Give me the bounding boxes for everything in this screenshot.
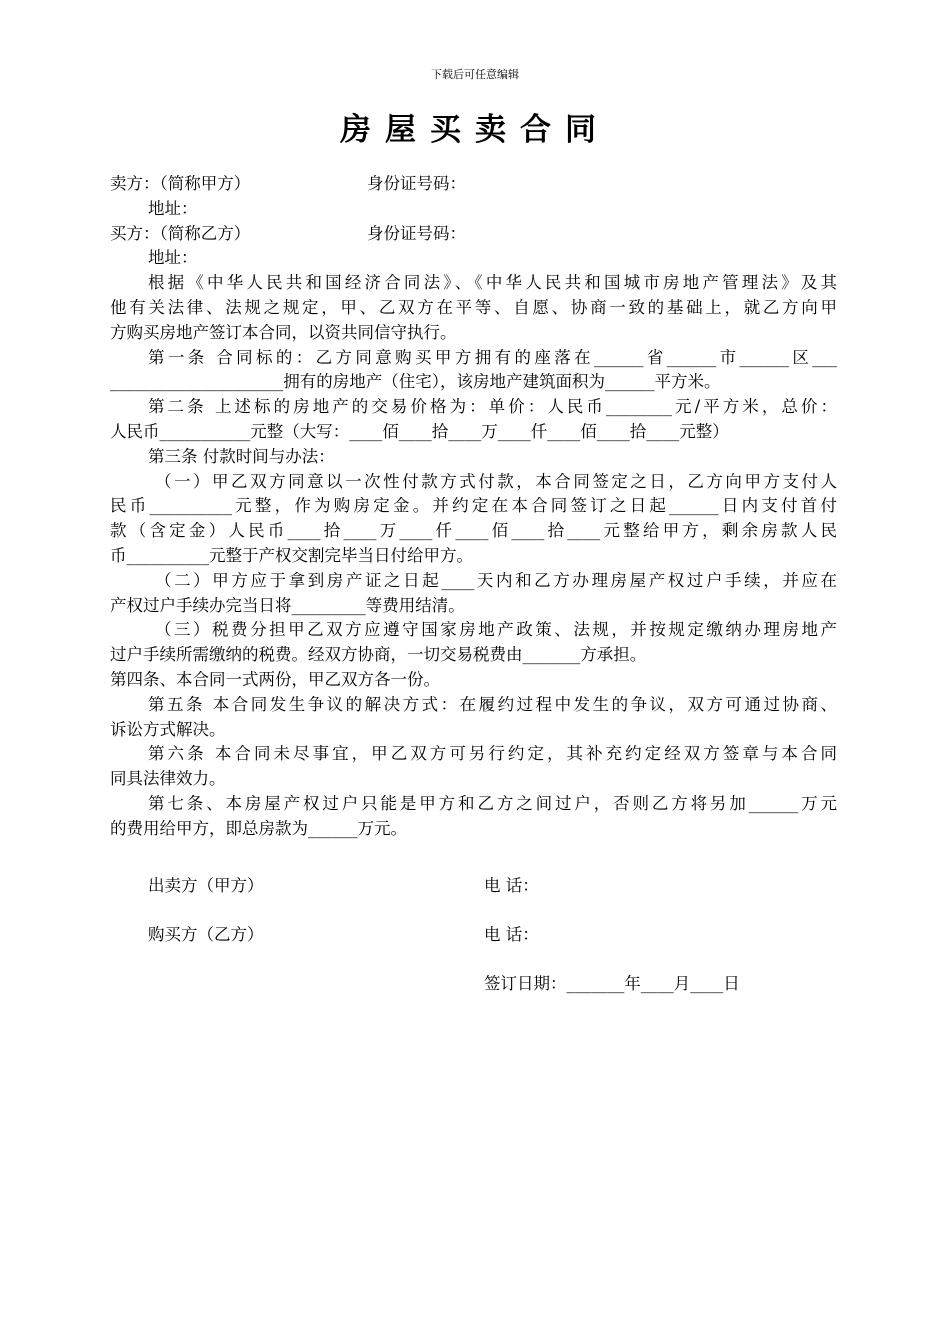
contract-line — [110, 470, 837, 495]
contract-line-text: 款（含定金）人民币____拾____万____仟____佰____拾____元整给甲方，剩余房款人民 — [110, 521, 837, 541]
contract-line — [110, 693, 837, 718]
contract-line-text: 卖方：（简称甲方） — [110, 174, 251, 193]
contract-line-text: 币__________元整于产权交割完毕当日付给甲方。 — [110, 545, 473, 565]
contract-line-text: 的费用给甲方，即总房款为______万元。 — [110, 818, 407, 838]
header-note: 下载后可任意编辑 — [431, 68, 519, 81]
contract-line-text: 第三条 付款时间与办法： — [148, 446, 335, 466]
contract-line-text: 地址： — [148, 198, 198, 218]
contract-line — [110, 817, 837, 842]
sign-date-line: 签订日期：_______年____月____日 — [484, 974, 740, 993]
contract-line — [110, 618, 837, 643]
contract-line — [110, 494, 837, 519]
contract-line-text: 产权过户手续办完当日将_________等费用结清。 — [110, 595, 465, 615]
seller-phone-label: 电 话： — [484, 876, 539, 895]
contract-line — [110, 519, 837, 544]
contract-line — [110, 569, 837, 594]
contract-line — [110, 222, 837, 247]
contract-line — [110, 643, 837, 668]
contract-line-text: 根据《中华人民共和国经济合同法》、《中华人民共和国城市房地产管理法》及其 — [148, 273, 837, 293]
contract-line — [110, 445, 837, 470]
contract-line — [110, 718, 837, 743]
contract-line — [110, 742, 837, 767]
contract-line-text: 第二条 上述标的房地产的交易价格为：单价：人民币________元/平方米，总价： — [148, 397, 837, 417]
contract-line-text: （二）甲方应于拿到房产证之日起____天内和乙方办理房屋产权过户手续，并应在 — [155, 570, 837, 590]
contract-line-text: 方购买房地产签订本合同，以资共同信守执行。 — [110, 322, 457, 342]
contract-line — [110, 792, 837, 817]
id-number-label: 身份证号码： — [367, 223, 466, 243]
contract-line — [110, 370, 837, 395]
contract-line-text: 他有关法律、法规之规定，甲、乙双方在平等、自愿、协商一致的基础上，就乙方向甲 — [110, 297, 837, 317]
buyer-phone-label: 电 话： — [484, 925, 539, 944]
seller-signature-label: 出卖方（甲方） — [148, 876, 264, 895]
contract-body — [110, 172, 837, 842]
contract-line-text: （三）税费分担甲乙双方应遵守国家房地产政策、法规，并按规定缴纳办理房地产 — [155, 620, 837, 640]
contract-line-text: 第四条、本合同一式两份，甲乙双方各一份。 — [110, 669, 440, 689]
contract-line — [110, 767, 837, 792]
contract-line — [110, 197, 837, 222]
contract-line-text: 第五条 本合同发生争议的解决方式：在履约过程中发生的争议，双方可通过协商、 — [148, 694, 837, 714]
contract-line — [110, 271, 837, 296]
contract-line-text: 诉讼方式解决。 — [110, 719, 226, 739]
contract-line — [110, 420, 837, 445]
contract-line-text: _____________________拥有的房地产（住宅），该房地产建筑面积为______平方米。 — [110, 372, 721, 392]
buyer-signature-label: 购买方（乙方） — [148, 925, 264, 944]
contract-line — [110, 346, 837, 371]
contract-line-text: 买方：（简称乙方） — [110, 223, 251, 243]
id-number-label: 身份证号码： — [367, 174, 466, 193]
contract-line — [110, 321, 837, 346]
contract-line — [110, 172, 837, 197]
contract-line — [110, 544, 837, 569]
contract-line — [110, 668, 837, 693]
contract-line-text: 地址： — [148, 248, 198, 268]
document-title: 房屋买卖合同 — [340, 112, 610, 148]
contract-line-text: 同具法律效力。 — [110, 769, 226, 789]
contract-line-text: 第六条 本合同未尽事宜，甲乙双方可另行约定，其补充约定经双方签章与本合同 — [148, 744, 837, 764]
contract-line-text: 第七条、本房屋产权过户只能是甲方和乙方之间过户，否则乙方将另加______万元 — [148, 793, 837, 813]
contract-line — [110, 395, 837, 420]
contract-line-text: 人民币___________元整（大写：____佰____拾____万____仟____佰____拾____元整） — [110, 421, 729, 441]
contract-line — [110, 296, 837, 321]
contract-line — [110, 246, 837, 271]
contract-line-text: 民币__________元整，作为购房定金。并约定在本合同签订之日起______日内支付首付 — [110, 496, 837, 516]
contract-line — [110, 594, 837, 619]
contract-line-text: 过户手续所需缴纳的税费。经双方协商，一切交易税费由_______方承担。 — [110, 645, 647, 665]
contract-line-text: 第一条 合同标的：乙方同意购买甲方拥有的座落在______省______市______区___ — [148, 347, 837, 367]
contract-line-text: （一）甲乙双方同意以一次性付款方式付款，本合同签定之日，乙方向甲方支付人 — [155, 471, 837, 491]
